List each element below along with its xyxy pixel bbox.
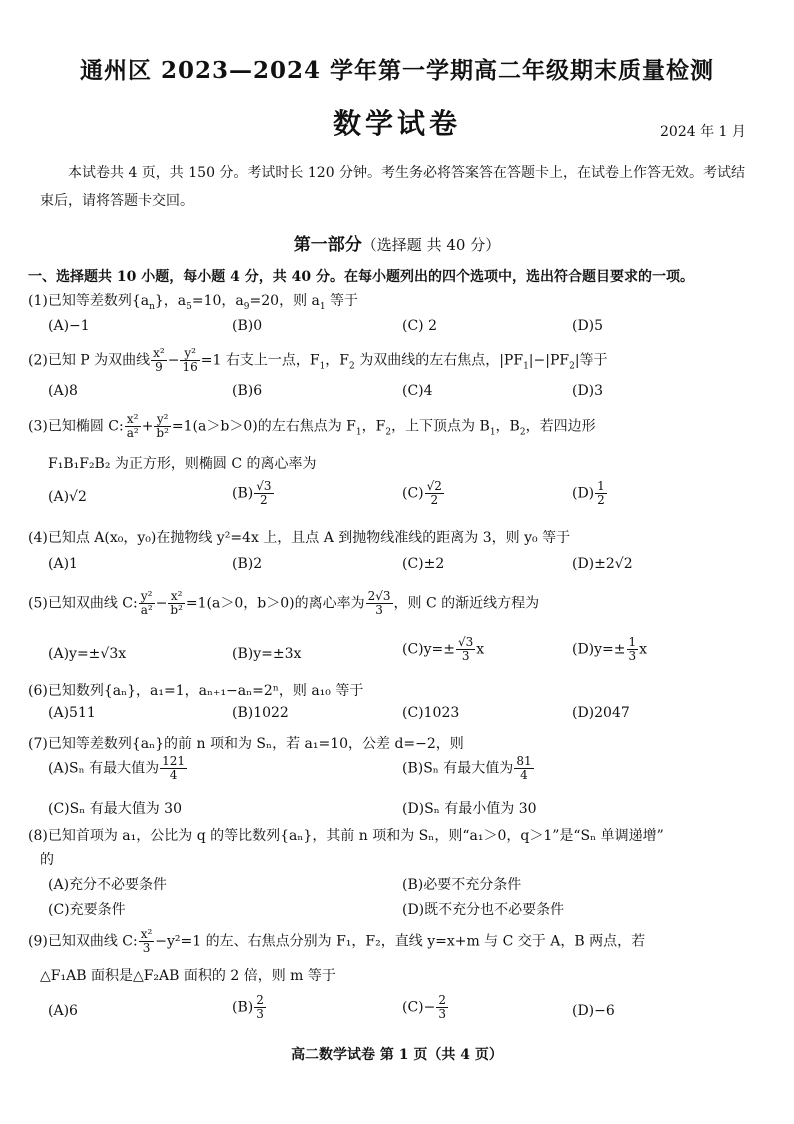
q5-option-a: (A)y=±√3x [48,646,127,662]
part-title: 第一部分 [293,235,362,255]
q6-option-c: (C)1023 [402,705,460,721]
question-1-stem: (1)已知等差数列$\{a_n\}$，$a_5=10$，$a_9=20$，则 $a_1$ 等于 [28,293,359,312]
q7-option-b: (B)Sₙ 有最大值为 $\frac{81}{4}$ [402,754,532,782]
q5-option-b: (B)y=±3x [232,646,302,662]
q9-option-d: (D)−6 [572,1003,615,1019]
q2-frac-1: $\frac{\text{x²}}{9}$ [153,346,165,374]
q1-option-b: (B)0 [232,318,263,334]
exam-title: 通州区 2023—2024 学年第一学期高二年级期末质量检测 [79,57,715,84]
q9-option-b: (B) $\frac{2}{3}$ [232,993,264,1021]
question-3-line2: F₁B₁F₂B₂ 为正方形，则椭圆 C 的离心率为 [48,456,317,472]
question-4-stem: (4)已知点 A(x₀，y₀)在抛物线 y²=4x 上，且点 A 到抛物线准线的距离为 3，则 y₀ 等于 [28,530,571,546]
question-9-line2: △F₁AB 面积是△F₂AB 面积的 2 倍，则 m 等于 [40,968,336,984]
q2-frac-2: $\frac{\text{y²}}{16}$ [182,346,198,374]
part-sub: （选择题 共 40 分） [361,236,501,254]
q1-option-a: (A)−1 [48,318,90,334]
exam-notice: 本试卷共 4 页，共 150 分。考试时长 120 分钟。考生务必将答案答在答题卡上，在试卷上作答无效。考试结束后，请将答题卡交回。 [40,165,746,209]
q4-option-c: (C)±2 [402,556,445,572]
part-heading [0,230,794,255]
section-instructions: 一、选择题共 10 小题，每小题 4 分，共 40 分。在每小题列出的四个选项中，选出符合题目要求的一项。 [28,269,694,285]
question-8-line2: 的 [40,852,54,868]
question-6-stem: (6)已知数列{aₙ}，a₁=1，aₙ₊₁−aₙ=2ⁿ，则 a₁₀ 等于 [28,683,364,699]
q2-option-a: (A)8 [48,383,78,399]
q7-option-c: (C)Sₙ 有最大值为 30 [48,801,182,817]
q4-option-d: (D)±2√2 [572,556,633,572]
q3-option-c: (C) $\frac{√2}{2}$ [402,479,442,507]
q3-option-d: (D) $\frac{1}{2}$ [572,479,605,507]
q8-option-a: (A)充分不必要条件 [48,877,168,893]
page-footer: 高二数学试卷 第 1 页（共 4 页） [291,1047,503,1063]
q7-option-d: (D)Sₙ 有最小值为 30 [402,801,537,817]
q9-option-a: (A)6 [48,1003,78,1019]
question-8-stem: (8)已知首项为 a₁，公比为 q 的等比数列{aₙ}，其前 n 项和为 Sₙ，则“a₁＞0，q＞1”是“Sₙ 单调递增” [28,828,664,844]
exam-date: 2024 年 1 月 [660,124,746,140]
q2-option-c: (C)4 [402,383,433,399]
q8-option-c: (C)充要条件 [48,902,126,918]
q4-option-a: (A)1 [48,556,78,572]
q9-option-c: (C)− $\frac{2}{3}$ [402,993,447,1021]
q1-option-d: (D)5 [572,318,604,334]
question-9-stem: (9)已知双曲线 C: $\frac{\text{x²}}{3}$ −y²=1 的左、右焦点分别为 F₁，F₂，直线 y=x+m 与 C 交于 A，B 两点，若 [28,927,646,955]
q3-option-a: (A)√2 [48,489,87,505]
question-7-stem: (7)已知等差数列{aₙ}的前 n 项和为 Sₙ，若 a₁=10，公差 d=−2，则 [28,736,464,752]
q2-option-d: (D)3 [572,383,604,399]
exam-subtitle: 数学试卷 [332,107,461,140]
question-5-stem: (5)已知双曲线 C: $\frac{\text{y²}}{\text{a²}}$ − $\frac{\text{x²}}{\text{b²}}$ =1(a＞0，b＞0)的离心率为 $\frac{2√3}{3}$ ，则 C 的渐近线方程为 [28,589,540,617]
q4-option-b: (B)2 [232,556,263,572]
q6-option-b: (B)1022 [232,705,289,721]
q6-option-d: (D)2047 [572,705,630,721]
q3-frac-2: $\frac{\text{y²}}{\text{b²}}$ [156,412,169,440]
q3-option-b: (B) $\frac{√3}{2}$ [232,479,272,507]
question-3-stem: (3)已知椭圆 C: $\frac{\text{x²}}{\text{a²}}$ + $\frac{\text{y²}}{\text{b²}}$ =1(a＞b＞0)的左右焦点为 $F_1$，$F_2$，上下顶点为 $B_1$，$B_2$，若四边形 [28,412,596,440]
q5-option-d: (D)y=± $\frac{1}{3}$ x [572,635,648,663]
q2-option-b: (B)6 [232,383,263,399]
q1-option-c: (C) 2 [402,318,437,334]
q5-option-c: (C)y=± $\frac{√3}{3}$ x [402,635,485,663]
q6-option-a: (A)511 [48,705,96,721]
q8-option-b: (B)必要不充分条件 [402,877,522,893]
question-2-stem: (2)已知 P 为双曲线 $\frac{\text{x²}}{9}$ − $\frac{\text{y²}}{16}$ =1 右支上一点，$F_1$，$F_2$ 为双曲线的左右焦点，$|PF_1|-|PF_2|$等于 [28,346,608,374]
q7-option-a: (A)Sₙ 有最大值为 $\frac{121}{4}$ [48,754,186,782]
q3-frac-1: $\frac{\text{x²}}{\text{a²}}$ [126,412,139,440]
q8-option-d: (D)既不充分也不必要条件 [402,902,565,918]
